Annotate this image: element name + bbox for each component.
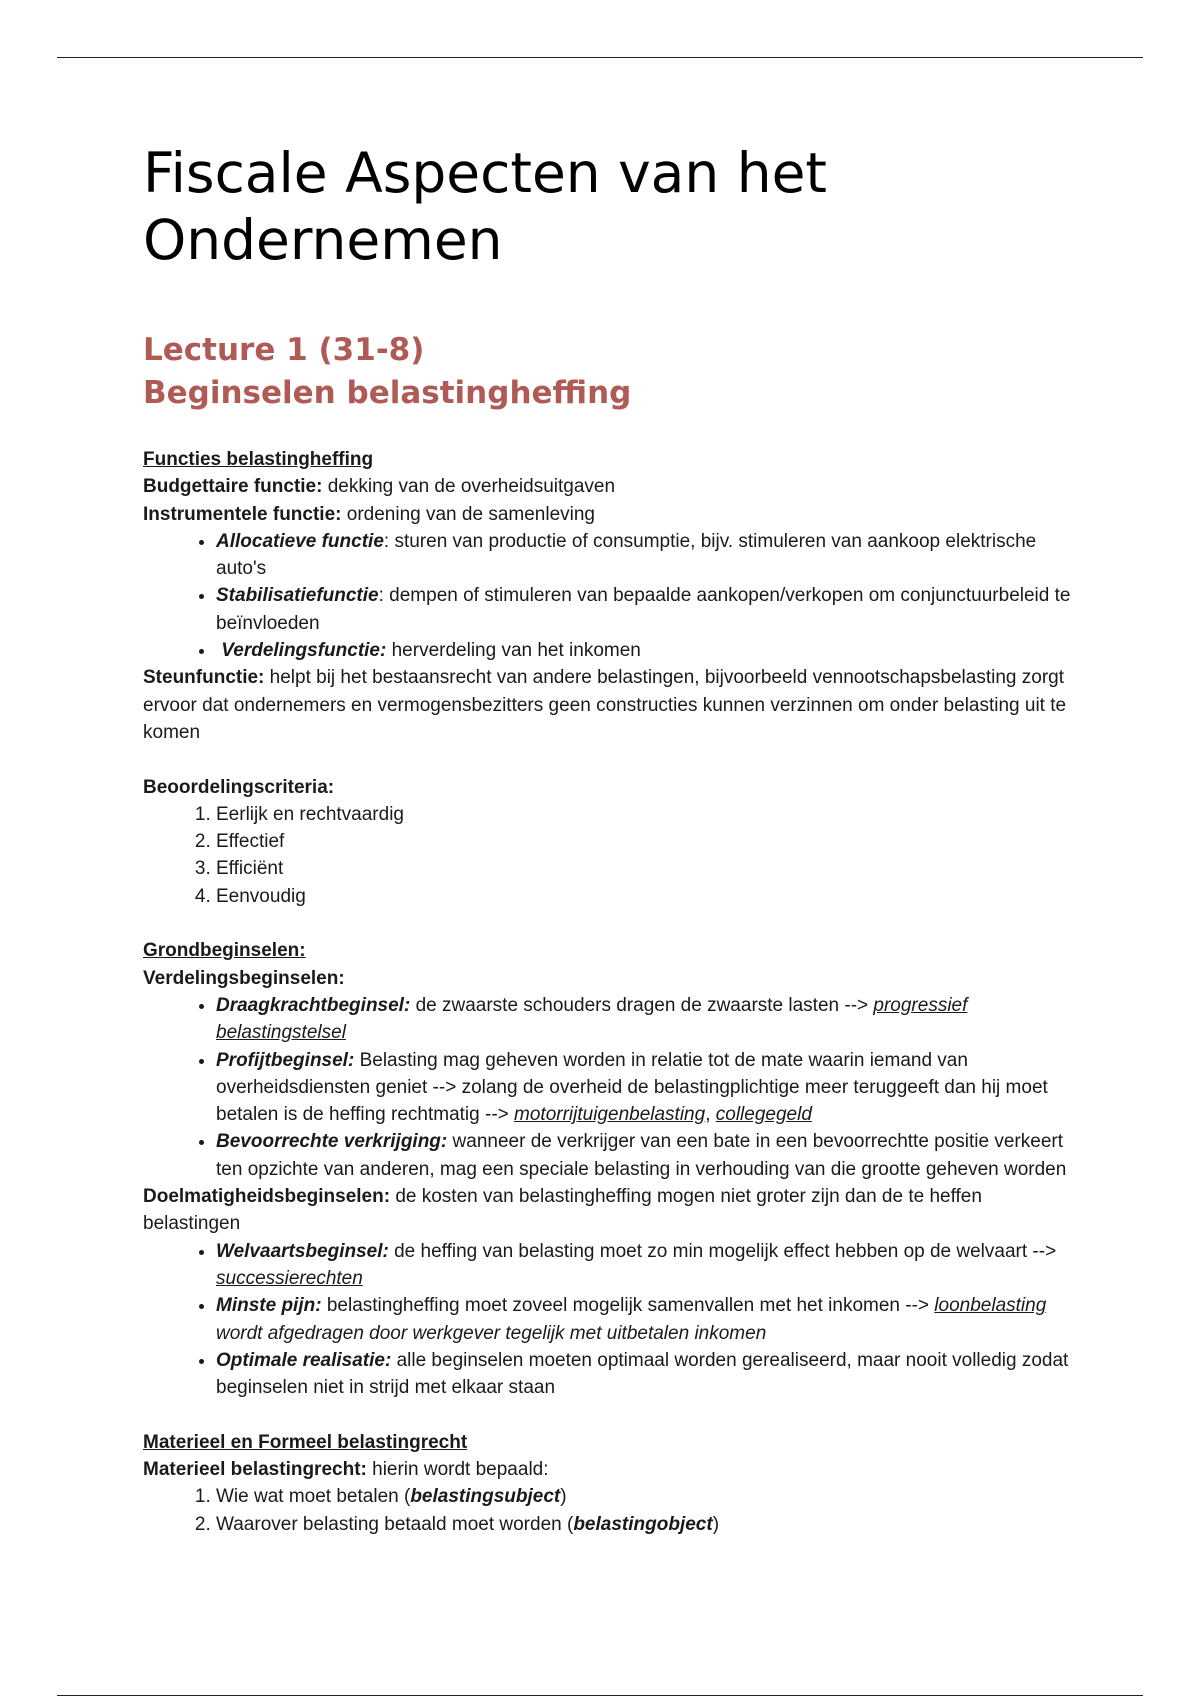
definition: : sturen van productie of consumptie, bijv. stimuleren van aankoop elektrische auto's	[216, 530, 1037, 580]
example-note: wordt afgedragen door werkgever tegelijk met uitbetalen inkomen	[216, 1322, 767, 1344]
list-item	[216, 528, 1073, 583]
definition: Belasting mag geheven worden in relatie tot de mate waarin iemand van overheidsdiensten geniet --> zolang de overheid de belastingplichtige meer teruggeeft dan hij moet betalen is de heffing rechtmatig -->	[216, 1049, 1048, 1126]
list-item: 4. Eenvoudig	[216, 883, 1073, 910]
list-item: 3. Efficiënt	[216, 855, 1073, 882]
item-close: )	[560, 1486, 567, 1508]
definition: : dempen of stimuleren van bepaalde aankopen/verkopen om conjunctuurbeleid te beïnvloeden	[216, 585, 1071, 634]
separator: ,	[705, 1104, 716, 1126]
list-item	[216, 1128, 1073, 1183]
term: Draagkrachtbeginsel:	[216, 994, 411, 1016]
section-functies-heading: Functies belastingheffing	[143, 449, 374, 470]
term: Budgettaire functie:	[143, 476, 323, 498]
definition: wanneer de verkrijger van een bate in een bevoorrechtte positie verkeert ten opzichte van anderen, mag een speciale belasting in verhouding van die grootte geheven worden	[216, 1131, 1067, 1180]
list-item	[216, 992, 1073, 1047]
criteria-list	[143, 801, 1073, 910]
materieel-intro	[143, 1456, 1073, 1483]
budgettaire-paragraph	[143, 473, 1073, 500]
list-item	[216, 637, 1073, 664]
definition: ordening van de samenleving	[341, 503, 595, 525]
lecture-heading	[143, 329, 1073, 415]
definition: de kosten van belastingheffing mogen niet groter zijn dan de te heffen belastingen	[143, 1186, 982, 1235]
term: Steunfunctie:	[143, 667, 265, 689]
header-rule	[57, 57, 1143, 58]
term: Instrumentele functie:	[143, 503, 342, 525]
document-title: Fiscale Aspecten van het Ondernemen	[143, 141, 827, 272]
list-item	[216, 1047, 1073, 1129]
instrumentele-paragraph	[143, 501, 1073, 528]
definition: alle beginselen moeten optimaal worden gerealiseerd, maar nooit volledig zodat beginselen niet in strijd met elkaar staan	[216, 1349, 1069, 1399]
document-body	[143, 140, 1073, 1538]
term: Minste pijn:	[216, 1295, 322, 1317]
term: Materieel belastingrecht:	[143, 1458, 367, 1480]
list-item	[216, 1292, 1073, 1347]
definition: helpt bij het bestaansrecht van andere belastingen, bijvoorbeeld vennootschapsbelasting zorgt ervoor dat ondernemers en vermogensbezitters geen constructies kunnen verzinnen om onder belasting uit te komen	[143, 667, 1067, 743]
example-link: collegegeld	[715, 1104, 812, 1126]
term: Profijtbeginsel:	[216, 1049, 355, 1071]
term: Optimale realisatie:	[216, 1349, 392, 1371]
doelmatigheid-list	[143, 1238, 1073, 1402]
verdelingsbeginselen-list	[143, 992, 1073, 1183]
definition: de zwaarste schouders dragen de zwaarste lasten -->	[410, 994, 874, 1016]
term: Welvaartsbeginsel:	[216, 1240, 389, 1262]
example-link: motorrijtuigenbelasting	[514, 1104, 706, 1126]
list-item	[216, 1347, 1073, 1402]
example-link: successierechten	[216, 1267, 363, 1289]
instrumentele-list	[143, 528, 1073, 664]
example-link: loonbelasting	[934, 1295, 1047, 1317]
term: Doelmatigheidsbeginselen:	[143, 1186, 391, 1208]
definition: belastingheffing moet zoveel mogelijk samenvallen met het inkomen -->	[321, 1295, 935, 1317]
term: belastingobject	[573, 1513, 713, 1535]
lecture-subtitle: Beginselen belastingheffing	[143, 375, 632, 411]
section-materieel-heading: Materieel en Formeel belastingrecht	[143, 1431, 468, 1453]
list-item: 1. Eerlijk en rechtvaardig	[216, 801, 1073, 828]
footer-rule	[57, 1695, 1143, 1696]
section-criteria-heading: Beoordelingscriteria:	[143, 776, 335, 798]
term: belastingsubject	[410, 1486, 561, 1508]
definition: de heffing van belasting moet zo min mogelijk effect hebben op de welvaart -->	[388, 1240, 1057, 1262]
list-item: 2. Effectief	[216, 828, 1073, 855]
term: Bevoorrechte verkrijging:	[216, 1131, 448, 1153]
doelmatigheid-paragraph	[143, 1183, 1073, 1238]
definition: hierin wordt bepaald:	[366, 1458, 549, 1480]
definition: dekking van de overheidsuitgaven	[322, 476, 616, 498]
list-item	[216, 1511, 1073, 1538]
item-close: )	[712, 1513, 720, 1535]
example-link: progressief belastingstelsel	[216, 994, 968, 1044]
list-item	[216, 1483, 1073, 1510]
list-item	[216, 1238, 1073, 1293]
term: Stabilisatiefunctie	[216, 585, 379, 607]
term: Verdelingsfunctie:	[221, 640, 387, 662]
verdelingsbeginselen-heading: Verdelingsbeginselen:	[143, 967, 345, 989]
list-item	[216, 582, 1073, 637]
lecture-title: Lecture 1 (31-8)	[143, 332, 425, 368]
steunfunctie-paragraph	[143, 664, 1073, 746]
item-text: Wie wat moet betalen (	[216, 1486, 411, 1508]
item-text: Waarover belasting betaald moet worden (	[216, 1513, 574, 1535]
term: Allocatieve functie	[216, 530, 384, 552]
definition: herverdeling van het inkomen	[386, 640, 641, 662]
section-grondbeginselen-heading: Grondbeginselen:	[143, 940, 306, 962]
materieel-list	[143, 1483, 1073, 1538]
